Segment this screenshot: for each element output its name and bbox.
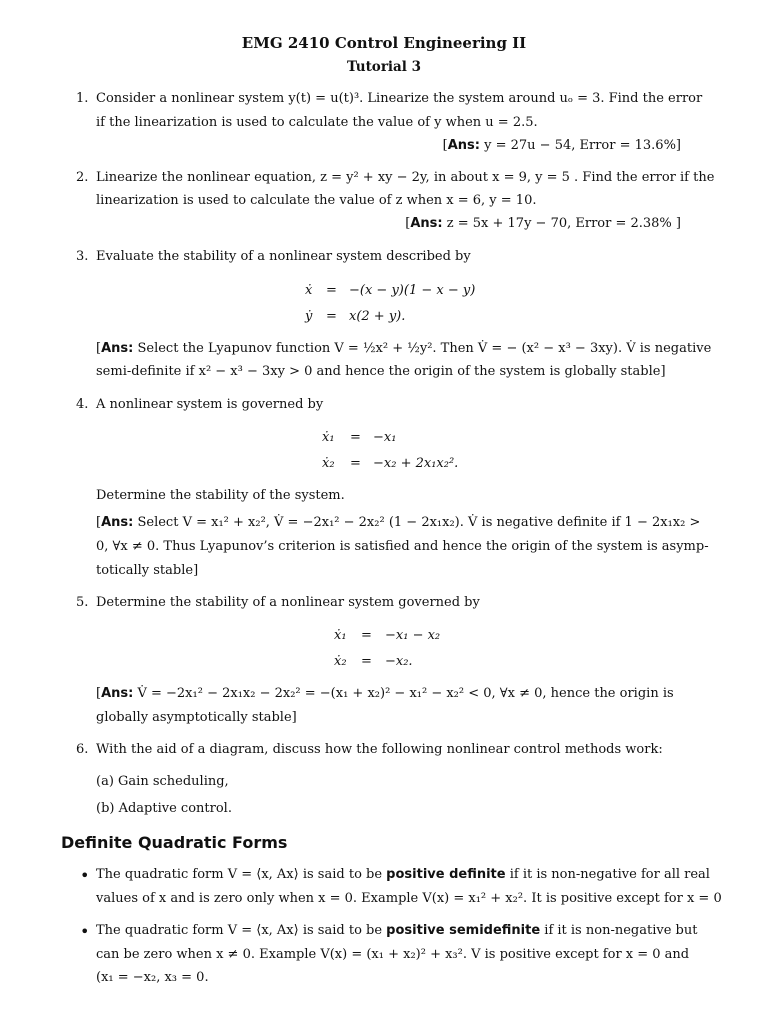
course-title: EMG 2410 Control Engineering II xyxy=(241,34,527,52)
equation-lhs: ẏ xyxy=(305,309,313,324)
problem-4-number: 4. xyxy=(76,397,89,412)
bullet-dot-icon: • xyxy=(80,922,90,941)
equation-rhs: −x₂ + 2x₁x₂². xyxy=(373,456,459,471)
problem-1-line-1: Consider a nonlinear system y(t) = u(t)³. Linearize the system around uₒ = 3. Find the error xyxy=(96,91,703,106)
problem-4-answer-line-3: totically stable] xyxy=(96,563,199,578)
problem-2-line-2: linearization is used to calculate the value of z when x = 6, y = 10. xyxy=(96,193,537,208)
bullet-dot-icon: • xyxy=(80,866,90,885)
problem-6-line-1: With the aid of a diagram, discuss how the following nonlinear control methods work: xyxy=(96,742,663,757)
bullet-term: positive semidefinite xyxy=(386,923,541,938)
bullet-text: The quadratic form V = ⟨x, Ax⟩ is said to be xyxy=(96,867,387,882)
bullet-2-line-3: (x₁ = −x₂, x₃ = 0. xyxy=(96,970,209,985)
answer-bracket: [ xyxy=(405,216,411,231)
answer-text: y = 27u − 54, Error = 13.6%] xyxy=(480,138,681,153)
equation-rhs: −x₁ − x₂ xyxy=(385,628,441,643)
answer-label: Ans: xyxy=(447,138,480,153)
answer-label: Ans: xyxy=(410,216,443,231)
answer-bracket: [ xyxy=(96,341,102,356)
problem-1-number: 1. xyxy=(76,91,89,106)
problem-6-number: 6. xyxy=(76,742,89,757)
bullet-term: positive definite xyxy=(386,867,506,882)
problem-6-item-b: (b) Adaptive control. xyxy=(96,801,232,816)
equation-rel: = xyxy=(326,309,337,324)
equation-rel: = xyxy=(361,628,372,643)
problem-5-answer-line-2: globally asymptotically stable] xyxy=(96,710,297,725)
problem-3-answer-line-1 xyxy=(96,341,711,357)
section-heading: Definite Quadratic Forms xyxy=(61,833,288,852)
problem-5-answer-line-1 xyxy=(96,686,674,702)
equation-lhs: ẋ₁ xyxy=(322,430,335,445)
bullet-2-line-1 xyxy=(96,923,697,939)
problem-1-answer xyxy=(443,138,681,153)
equation-lhs: ẋ₁ xyxy=(334,628,347,643)
problem-5-line-1: Determine the stability of a nonlinear system governed by xyxy=(96,595,480,610)
answer-bracket: [ xyxy=(96,515,102,530)
equation-rel: = xyxy=(350,456,361,471)
answer-bracket: [ xyxy=(96,686,102,701)
problem-3-number: 3. xyxy=(76,249,89,264)
equation-lhs: ẋ₂ xyxy=(322,456,335,471)
tutorial-subtitle: Tutorial 3 xyxy=(346,59,422,75)
problem-5-number: 5. xyxy=(76,595,89,610)
problem-2-number: 2. xyxy=(76,170,89,185)
problem-2-answer xyxy=(405,216,681,231)
answer-label: Ans: xyxy=(101,686,134,701)
equation-rhs: −(x − y)(1 − x − y) xyxy=(349,283,476,298)
answer-text: Select the Lyapunov function V = ½x² + ½y². Then V̇ = − (x² − x³ − 3xy). V̇ is negative xyxy=(133,341,712,356)
bullet-1-line-1 xyxy=(96,867,710,883)
answer-text: Select V = x₁² + x₂², V̇ = −2x₁² − 2x₂² (1 − 2x₁x₂). V̇ is negative definite if 1 − 2x₁x₂ > xyxy=(133,515,701,530)
equation-rel: = xyxy=(350,430,361,445)
answer-label: Ans: xyxy=(101,515,134,530)
problem-6-item-a: (a) Gain scheduling, xyxy=(96,774,229,789)
bullet-2-line-2: can be zero when x ≠ 0. Example V(x) = (x₁ + x₂)² + x₃². V is positive except for x = 0 and xyxy=(96,947,690,962)
bullet-text: if it is non-negative for all real xyxy=(505,867,710,882)
answer-text: z = 5x + 17y − 70, Error = 2.38% ] xyxy=(442,216,681,231)
equation-rel: = xyxy=(361,654,372,669)
problem-3-answer-line-2: semi-definite if x² − x³ − 3xy > 0 and hence the origin of the system is globally stable] xyxy=(96,364,666,379)
answer-text: V̇ = −2x₁² − 2x₁x₂ − 2x₂² = −(x₁ + x₂)² − x₁² − x₂² < 0, ∀x ≠ 0, hence the origin is xyxy=(133,686,674,701)
problem-4-answer-line-2: 0, ∀x ≠ 0. Thus Lyapunov’s criterion is satisfied and hence the origin of the system is asymp- xyxy=(96,539,709,554)
bullet-text: if it is non-negative but xyxy=(540,923,698,938)
answer-bracket: [ xyxy=(442,138,448,153)
problem-2-line-1: Linearize the nonlinear equation, z = y² + xy − 2y, in about x = 9, y = 5 . Find the error if the xyxy=(96,170,715,185)
equation-rhs: −x₁ xyxy=(373,430,397,445)
problem-4-after: Determine the stability of the system. xyxy=(96,488,345,503)
equation-rel: = xyxy=(326,283,337,298)
problem-4-line-1: A nonlinear system is governed by xyxy=(96,397,324,412)
bullet-1-line-2: values of x and is zero only when x = 0. Example V(x) = x₁² + x₂². It is positive except for x = 0 xyxy=(96,891,722,906)
bullet-text: The quadratic form V = ⟨x, Ax⟩ is said to be xyxy=(96,923,387,938)
equation-rhs: −x₂. xyxy=(385,654,413,669)
problem-4-answer-line-1 xyxy=(96,515,700,531)
equation-rhs: x(2 + y). xyxy=(349,309,406,324)
equation-lhs: ẋ₂ xyxy=(334,654,347,669)
equation-lhs: ẋ xyxy=(305,283,313,298)
problem-1-line-2: if the linearization is used to calculate the value of y when u = 2.5. xyxy=(96,115,538,130)
problem-3-line-1: Evaluate the stability of a nonlinear system described by xyxy=(96,249,471,264)
answer-label: Ans: xyxy=(101,341,134,356)
